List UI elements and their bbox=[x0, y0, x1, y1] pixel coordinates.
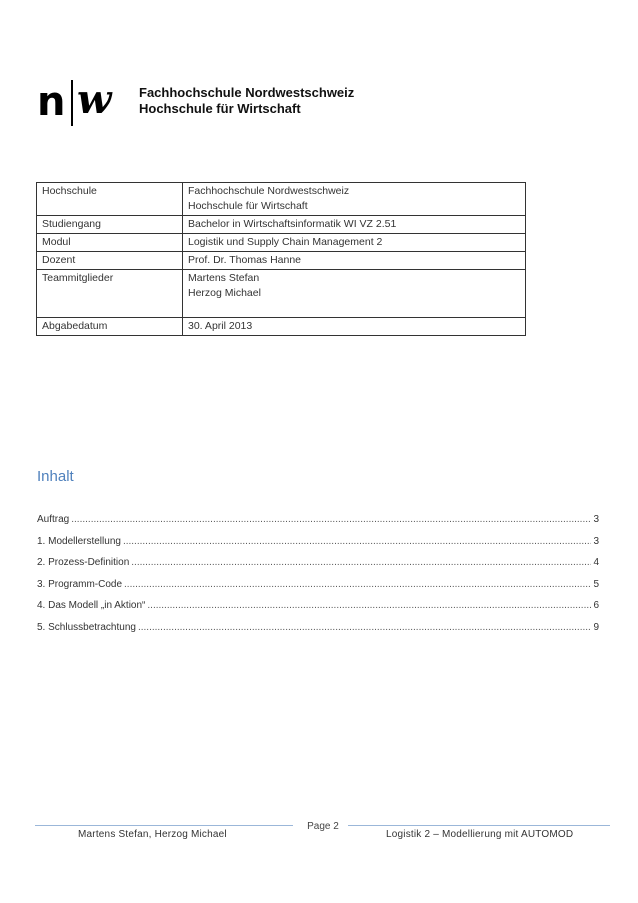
info-row bbox=[37, 252, 526, 270]
toc-entry[interactable] bbox=[37, 579, 599, 601]
toc-entry-label: 2. Prozess-Definition bbox=[37, 557, 130, 568]
toc-dot-leader bbox=[138, 622, 591, 633]
info-value bbox=[183, 252, 526, 270]
toc-entry[interactable] bbox=[37, 514, 599, 536]
info-label: Teammitglieder bbox=[37, 270, 183, 318]
logo-letter-n: n bbox=[37, 79, 65, 125]
info-label: Hochschule bbox=[37, 183, 183, 216]
info-row bbox=[37, 318, 526, 336]
logo-divider bbox=[71, 80, 73, 126]
toc-dot-leader bbox=[124, 579, 591, 590]
info-value-line: Prof. Dr. Thomas Hanne bbox=[188, 254, 302, 266]
info-value-line: Fachhochschule Nordwestschweiz bbox=[188, 185, 350, 197]
institution-name bbox=[139, 85, 354, 117]
info-label: Dozent bbox=[37, 252, 183, 270]
toc-entry-label: 4. Das Modell „in Aktion“ bbox=[37, 600, 146, 611]
footer-document-title: Logistik 2 – Modellierung mit AUTOMOD bbox=[386, 829, 574, 840]
footer-page-number: Page 2 bbox=[307, 821, 339, 832]
info-value-line bbox=[188, 301, 520, 316]
info-value-line: Logistik und Supply Chain Management 2 bbox=[188, 236, 383, 248]
toc-entry-page: 5 bbox=[593, 578, 599, 590]
toc-entry-label: Auftrag bbox=[37, 514, 70, 525]
footer-rule-right bbox=[348, 825, 610, 826]
info-value-line: Hochschule für Wirtschaft bbox=[188, 200, 308, 212]
info-value bbox=[183, 270, 526, 318]
toc-dot-leader bbox=[71, 514, 591, 525]
info-row bbox=[37, 216, 526, 234]
toc-entry[interactable] bbox=[37, 536, 599, 558]
footer-authors: Martens Stefan, Herzog Michael bbox=[78, 829, 227, 840]
toc-entry-page: 3 bbox=[593, 535, 599, 547]
info-value-line: 30. April 2013 bbox=[188, 320, 253, 332]
toc-entry-page: 6 bbox=[593, 600, 599, 611]
institution-line-2: Hochschule für Wirtschaft bbox=[139, 101, 301, 116]
toc-dot-leader bbox=[131, 557, 591, 568]
toc-entry[interactable] bbox=[37, 600, 599, 622]
footer-rule-left bbox=[35, 825, 293, 826]
toc-entry-page: 4 bbox=[593, 557, 599, 568]
toc-entry-page: 3 bbox=[593, 514, 599, 525]
info-row bbox=[37, 270, 526, 318]
info-value bbox=[183, 234, 526, 252]
info-label: Studiengang bbox=[37, 216, 183, 234]
toc-dot-leader bbox=[123, 536, 592, 547]
info-value bbox=[183, 318, 526, 336]
info-value bbox=[183, 216, 526, 234]
toc-entry-label: 1. Modellerstellung bbox=[37, 535, 121, 547]
info-label: Abgabedatum bbox=[37, 318, 183, 336]
info-value bbox=[183, 183, 526, 216]
info-value-line: Bachelor in Wirtschaftsinformatik WI VZ 2.51 bbox=[188, 218, 397, 230]
toc-entry[interactable] bbox=[37, 557, 599, 579]
institution-line-1: Fachhochschule Nordwestschweiz bbox=[139, 85, 355, 100]
toc-entry-label: 3. Programm-Code bbox=[37, 578, 123, 590]
info-label: Modul bbox=[37, 234, 183, 252]
cover-info-table bbox=[36, 182, 526, 336]
toc-entry-label: 5. Schlussbetrachtung bbox=[37, 621, 136, 633]
logo-letter-w: w bbox=[77, 76, 112, 123]
info-row bbox=[37, 183, 526, 216]
table-of-contents bbox=[37, 514, 599, 643]
info-row bbox=[37, 234, 526, 252]
info-value-line: Herzog Michael bbox=[188, 287, 261, 299]
toc-dot-leader bbox=[147, 600, 591, 611]
info-value-line: Martens Stefan bbox=[188, 272, 260, 284]
toc-title: Inhalt bbox=[37, 468, 74, 485]
toc-entry-page: 9 bbox=[593, 621, 599, 633]
toc-entry[interactable] bbox=[37, 622, 599, 644]
